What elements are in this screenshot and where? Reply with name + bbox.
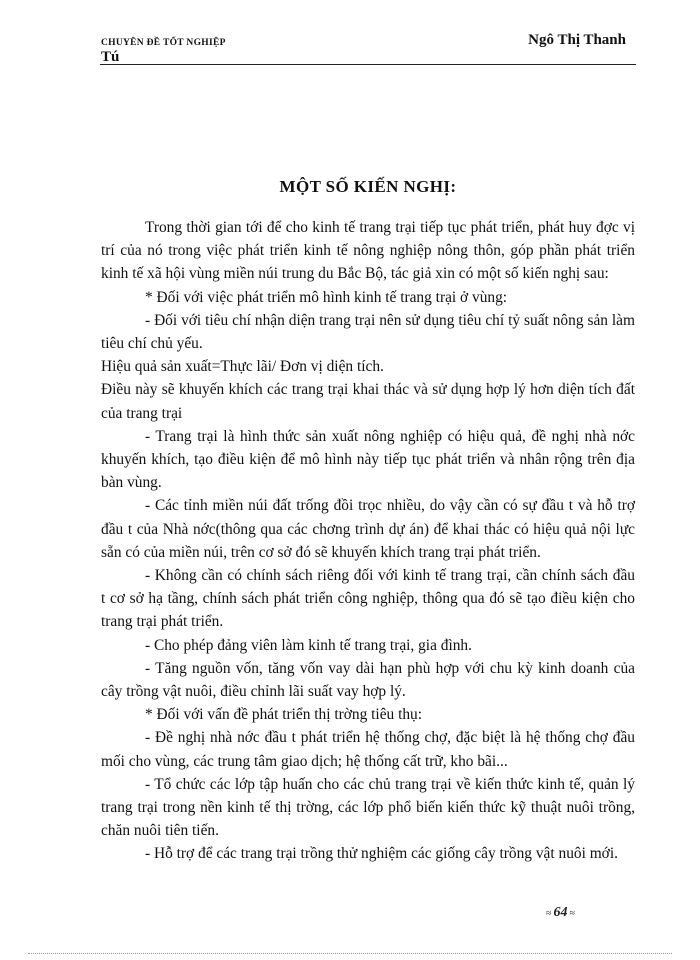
paragraph-heading-model: * Đối với việc phát triển mô hình kinh tế trang trại ở vùng: [145, 288, 508, 306]
paragraph-efficiency: - Trang trại là hình thức sản xuất nông nghiệp có hiệu quả, đề nghị nhà nớc khuyến khích, tạo điều kiện để mô hình này tiếp tục phát triển và nhân rộng trên địa bàn vùng. [101, 427, 635, 492]
running-header-title: CHUYÊN ĐỀ TỐT NGHIỆP [101, 38, 226, 48]
paragraph-party-members: - Cho phép đảng viên làm kinh tế trang trại, gia đình. [145, 636, 472, 654]
header-rule [100, 64, 636, 65]
paragraph-trial: - Hỗ trợ để các trang trại trồng thử nghiệm các giống cây trồng vật nuôi mới. [145, 845, 618, 863]
ornament-left: ≈ [546, 907, 552, 919]
paragraph-training: - Tổ chức các lớp tập huấn cho các chủ trang trại về kiến thức kinh tế, quản lý trang trại trong nền kinh tế thị trờng, các lớp phổ biến kiến thức kỹ thuật nuôi trồng, chăn nuôi tiên tiến. [101, 775, 635, 840]
section-title: MỘT SỐ KIẾN NGHỊ: [279, 177, 457, 196]
paragraph-mountain: - Các tỉnh miền núi đất trống đồi trọc nhiều, do vậy cần có sự đầu t và hỗ trợ đầu t của Nhà nớc(thông qua các chơng trình dự án) để khai thác có hiệu quả nội lực sẵn có của miền núi, trên cơ sở đó sẽ khuyến khích trang trại phát triển. [101, 497, 635, 561]
page-number [544, 905, 577, 921]
paragraph-criteria: - Đối với tiêu chí nhận diện trang trại nên sử dụng tiêu chí tỷ suất nông sản làm tiêu chí chủ yếu. [101, 311, 635, 353]
ornament-right: ≈ [569, 907, 575, 919]
paragraph-intro: Trong thời gian tới để cho kinh tế trang trại tiếp tục phát triển, phát huy đợc vị trí của nó trong việc phát triển kinh tế nông nghiệp nông thôn, góp phần phát triển kinh tế xã hội vùng miền núi trung du Bắc Bộ, tác giả xin có một số kiến nghị sau: [101, 219, 635, 283]
paragraph-policy: - Không cần có chính sách riêng đối với kinh tế trang trại, cần chính sách đầu t cơ sở hạ tầng, chính sách phát triển công nghiệp, thông qua đó sẽ tạo điều kiện cho trang trại phát triển. [101, 567, 635, 631]
paragraph-markets: - Đề nghị nhà nớc đầu t phát triển hệ thống chợ, đặc biệt là hệ thống chợ đầu mối cho vùng, các trung tâm giao dịch; hệ thống cất trữ, kho bãi... [101, 729, 635, 770]
running-header-author: Ngô Thị Thanh [528, 32, 626, 48]
paragraph-encourage: Điều này sẽ khuyến khích các trang trại khai thác và sử dụng hợp lý hơn diện tích đất của trang trại [101, 381, 635, 422]
page-number-value: 64 [553, 905, 568, 920]
bottom-rule [28, 953, 672, 954]
paragraph-heading-market: * Đối với vấn đề phát triển thị trờng tiêu thụ: [145, 706, 423, 724]
running-header-author-continued: Tú [101, 49, 120, 65]
paragraph-capital: - Tăng nguồn vốn, tăng vốn vay dài hạn phù hợp với chu kỳ kinh doanh của cây trồng vật nuôi, điều chỉnh lãi suất vay hợp lý. [101, 659, 635, 701]
paragraph-formula: Hiệu quả sản xuất=Thực lãi/ Đơn vị diện tích. [101, 358, 384, 376]
body-text [101, 216, 635, 866]
